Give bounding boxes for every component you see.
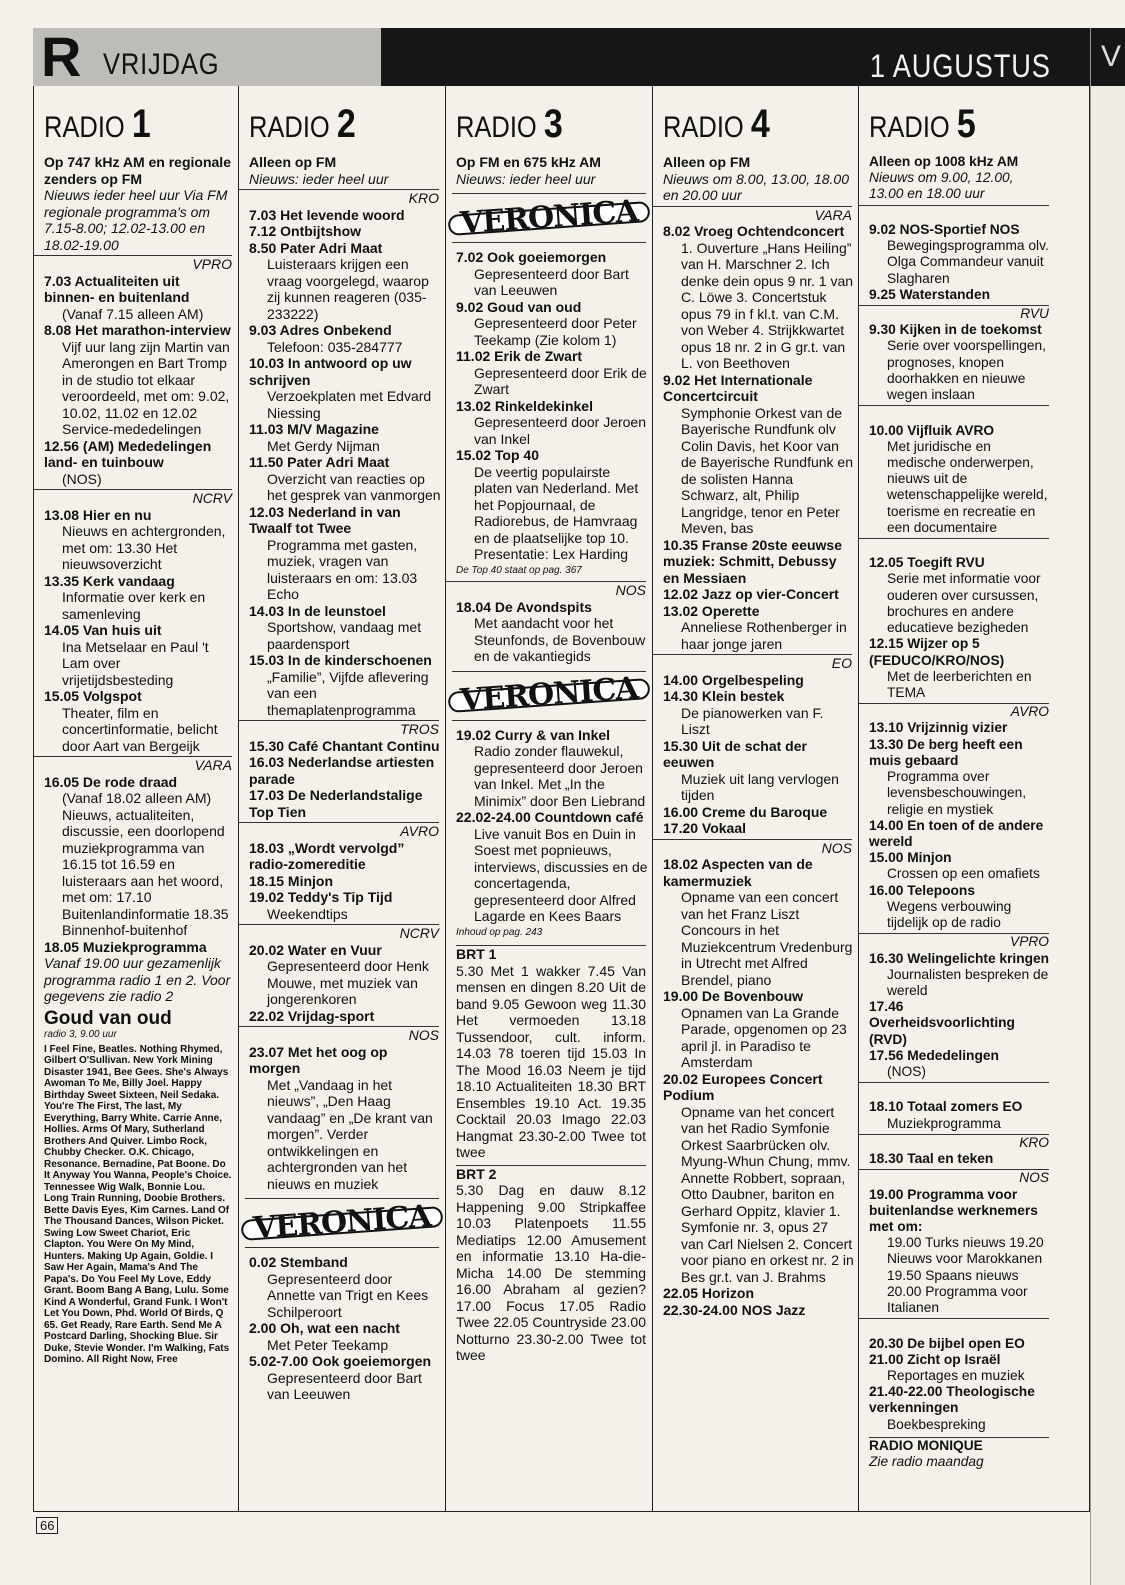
program-title: 0.02 Stemband bbox=[249, 1254, 348, 1270]
program-title: 16.03 Nederlandse artiesten parade bbox=[249, 754, 435, 787]
program-title: 18.05 Muziekprogramma bbox=[44, 938, 207, 955]
broadcaster-label: EO bbox=[653, 654, 852, 672]
program-description: De veertig populairste platen van Nederland. Met het Popjournaal, de Radiorebus, de Hamvraag en de plaatselijke top 10. Presentatie: Lex Harding bbox=[474, 463, 639, 562]
program-title: 12.03 Nederland in van Twaalf tot Twee bbox=[249, 503, 401, 536]
header-right-band bbox=[381, 28, 1103, 86]
program-description: Symphonie Orkest van de Bayerische Rundfunk olv Colin Davis, het Koor van de Bayerische Rundfunk en de solisten Hanna Schwarz, alt, Philip Langridge, tenor en Peter Meven, bas bbox=[681, 404, 853, 536]
program-description: Gepresenteerd door Bart van Leeuwen bbox=[474, 265, 629, 298]
station-number: 4 bbox=[750, 102, 770, 146]
program-description: Informatie over kerk en samenleving bbox=[62, 589, 206, 622]
program-item bbox=[249, 942, 441, 1008]
broadcaster-label bbox=[859, 1318, 1049, 1335]
combined-program-note: Vanaf 19.00 uur gezamenlijk programma radio 1 en 2. Voor gegevens zie radio 2 bbox=[44, 955, 231, 1004]
program-title: 16.00 Telepoons bbox=[869, 882, 975, 898]
station-title bbox=[44, 102, 209, 146]
radio3-column bbox=[446, 88, 652, 1364]
program-item bbox=[663, 988, 854, 1071]
station-label: RADIO bbox=[249, 111, 330, 144]
program-item bbox=[663, 804, 854, 821]
program-title: 14.00 En toen of de andere wereld bbox=[869, 817, 1044, 849]
goud-van-oud-playlist: I Feel Fine, Beatles. Nothing Rhymed, Gilbert O'Sullivan. New York Mining Disaster 1941, Bee Gees. She's Always Awoman To Me, Billy Joel. Happy Birthday Sweet Sixteen, Neil Sedaka. You're The First, The last, My Everything, Barry White. Carrie Anne, Hollies. Arms Of Mary, Sutherland Brothers And Quiver. Limbo Rock, Chubby Checker. O.K. Chicago, Resonance. Bernadine, Pat Boone. Do It Anyway You Wanna, People's Choice. Tennessee Wig Walk, Bonnie Lou. Long Train Running, Doobie Brothers. Bette Davis Eyes, Kim Carnes. Land Of The Thousand Dances, Wilson Picket. Swing Low Sweet Chariot, Eric Clapton. You Were On My Mind, Hunters. Making Up Again, Goldie. I Saw Her Again, Mama's And The Papa's. Do You Feel My Love, Eddy Grant. Boom Bang A Bang, Lulu. Some Kind A Wonderful, Grand Funk. I Won't Let You Down, Phd. World Of Birds, Q 65. Get Ready, Rare Earth. Send Me A Postcard Darling, Shocking Blue. Sir Duke, Stevie Wonder. I'm Walking, Fats Domino. All Right Now, Free bbox=[44, 1043, 232, 1365]
program-item bbox=[44, 774, 234, 939]
program-description: Met aandacht voor het Steunfonds, de Bovenbouw en de vakantiegids bbox=[474, 615, 646, 664]
program-description: Ina Metselaar en Paul 't Lam over vrijetijdsbesteding bbox=[62, 638, 209, 688]
brt2-schedule: 5.30 Dag en dauw 8.12 Happening 9.00 Stripkaffee 10.03 Platenpoets 11.55 Mediatips 12.00 Amusement en informatie 13.10 Ha-die-Micha 14.00 De stemming 16.00 Abraham al gezien? 17.00 Focus 17.05 Radio Twee 22.05 Countryside 23.00 Notturno 23.30-2.00 Twee tot twee bbox=[456, 1182, 646, 1363]
program-title: 14.03 In de leunstoel bbox=[249, 602, 386, 619]
program-item bbox=[869, 1099, 1051, 1131]
radio-logo: R bbox=[41, 25, 82, 88]
program-title: 13.02 Rinkeldekinkel bbox=[456, 397, 593, 414]
program-title: 9.30 Kijken in de toekomst bbox=[869, 322, 1042, 338]
program-item bbox=[663, 688, 854, 738]
station-reception: Op 747 kHz AM en regionale zenders op FM bbox=[44, 154, 231, 187]
program-title: 18.03 „Wordt vervolgd” radio-zomereditie bbox=[249, 839, 405, 872]
station-news-times: Nieuws: ieder heel uur bbox=[249, 170, 389, 187]
program-item bbox=[44, 622, 234, 688]
program-description: Vijf uur lang zijn Martin van Amerongen en Bart Tromp in de studio tot elkaar veroordeeld, met om: 9.02, 10.02, 11.02 en 12.02 Service-mededelingen bbox=[62, 338, 230, 437]
broadcaster-label bbox=[859, 405, 1049, 422]
station-reception: Alleen op FM bbox=[663, 154, 751, 170]
broadcaster-label: VARA bbox=[34, 756, 232, 774]
edge-letter: V bbox=[1091, 28, 1125, 86]
station-label: RADIO bbox=[869, 111, 950, 144]
program-item bbox=[249, 1320, 441, 1353]
program-title: 17.03 De Nederlandstalige Top Tien bbox=[249, 787, 423, 820]
program-item bbox=[249, 421, 441, 454]
broadcaster-label bbox=[859, 205, 1049, 222]
program-description: Bewegingsprogramma olv. Olga Commandeur vanuit Slagharen bbox=[887, 238, 1049, 286]
veronica-logo bbox=[452, 193, 646, 243]
program-title: 17.20 Vokaal bbox=[663, 820, 747, 836]
program-description: Overzicht van reacties op het gesprek van vanmorgen bbox=[267, 470, 441, 503]
program-description: Wegens verbouwing tijdelijk op de radio bbox=[887, 898, 1012, 931]
program-item bbox=[456, 299, 648, 349]
program-title: 9.25 Waterstanden bbox=[869, 286, 990, 302]
program-item bbox=[249, 223, 441, 240]
program-item bbox=[456, 727, 648, 810]
header-day: VRIJDAG bbox=[103, 48, 220, 81]
program-item bbox=[869, 1187, 1051, 1317]
program-title: 16.05 De rode draad bbox=[44, 773, 178, 790]
program-item bbox=[249, 754, 441, 787]
program-item bbox=[456, 348, 648, 398]
program-item bbox=[249, 840, 441, 873]
program-title: 9.02 Het Internationale Concertcircuit bbox=[663, 371, 813, 404]
broadcaster-label: VPRO bbox=[34, 255, 232, 273]
program-title: 14.00 Orgelbespeling bbox=[663, 671, 804, 688]
program-item bbox=[44, 438, 234, 488]
program-item bbox=[869, 720, 1051, 736]
program-description: „Familie”, Vijfde aflevering van een themaplatenprogramma bbox=[267, 668, 429, 718]
program-description: Muziekprogramma bbox=[887, 1115, 1001, 1131]
program-title: 22.30-24.00 NOS Jazz bbox=[663, 1301, 806, 1318]
broadcaster-label: KRO bbox=[239, 189, 439, 207]
program-item bbox=[249, 652, 441, 718]
program-description: Gepresenteerd door Erik de Zwart bbox=[474, 364, 647, 397]
program-title: 9.02 Goud van oud bbox=[456, 298, 582, 315]
station-news-times: Nieuws ieder heel uur Via FM regionale programma's om 7.15-8.00; 12.02-13.00 en 18.02-19.00 bbox=[44, 187, 228, 253]
program-description: Live vanuit Bos en Duin in Soest met popnieuws, interviews, discussies en de concertagenda, gepresenteerd door Alfred Lagarde en Kees Baars bbox=[474, 825, 648, 924]
program-item bbox=[663, 223, 854, 372]
program-item bbox=[869, 850, 1051, 882]
broadcaster-label: AVRO bbox=[859, 703, 1049, 720]
program-title: 19.00 Programma voor buitenlandse werknemers met om: bbox=[869, 1186, 1038, 1234]
program-item bbox=[663, 1302, 854, 1319]
program-item bbox=[869, 636, 1051, 701]
program-item bbox=[663, 1285, 854, 1302]
veronica-logo-text: VERONICA bbox=[448, 201, 651, 236]
broadcaster-label: KRO bbox=[859, 1134, 1049, 1151]
program-item bbox=[663, 856, 854, 988]
broadcaster-label: NCRV bbox=[239, 924, 439, 942]
program-item bbox=[869, 883, 1051, 932]
veronica-logo bbox=[245, 1198, 439, 1248]
program-item bbox=[44, 273, 234, 323]
station-news-times: Nieuws: ieder heel uur bbox=[456, 170, 596, 187]
program-description: De pianowerken van F. Liszt bbox=[681, 704, 824, 737]
program-item bbox=[249, 322, 441, 355]
program-title: 19.02 Teddy's Tip Tijd bbox=[249, 889, 393, 905]
station-number: 5 bbox=[956, 102, 976, 146]
station-reception: Op FM en 675 kHz AM bbox=[456, 154, 601, 170]
program-item bbox=[249, 355, 441, 421]
program-item bbox=[249, 873, 441, 890]
program-item bbox=[869, 951, 1051, 1000]
program-description: Gepresenteerd door Annette van Trigt en Kees Schilperoort bbox=[267, 1270, 429, 1320]
program-description: Serie met informatie voor ouderen over cursussen, brochures en andere educatieve bezigheden bbox=[887, 571, 1041, 636]
program-title: 11.02 Erik de Zwart bbox=[456, 348, 583, 364]
program-title: 12.56 (AM) Mededelingen land- en tuinbouw bbox=[44, 437, 212, 470]
program-title: 8.02 Vroeg Ochtendconcert bbox=[663, 223, 845, 239]
program-title: 17.46 Overheidsvoorlichting (RVD) bbox=[869, 999, 1015, 1047]
program-description: Met juridische en medische onderwerpen, nieuws uit de wetenschappelijke wereld, toerisme en recreatie en een documentaire bbox=[887, 438, 1048, 535]
program-item bbox=[663, 372, 854, 537]
station-label: RADIO bbox=[44, 111, 125, 144]
radio-monique-note: Zie radio maandag bbox=[869, 1454, 984, 1470]
program-item bbox=[249, 504, 441, 603]
program-item bbox=[869, 1352, 1051, 1384]
broadcaster-label: AVRO bbox=[239, 822, 439, 840]
program-description: Met de leerberichten en TEMA bbox=[887, 668, 1032, 700]
page-number: 66 bbox=[36, 1517, 58, 1534]
program-item bbox=[44, 688, 234, 754]
program-title: 11.03 M/V Magazine bbox=[249, 421, 379, 437]
header-left-band bbox=[33, 25, 381, 88]
program-item bbox=[44, 573, 234, 623]
program-title: 10.03 In antwoord op uw schrijven bbox=[249, 355, 412, 388]
program-description: Boekbespreking bbox=[887, 1416, 986, 1432]
broadcaster-label: RVU bbox=[859, 305, 1049, 322]
goud-van-oud-time: radio 3, 9.00 uur bbox=[44, 1029, 117, 1040]
broadcaster-label: NOS bbox=[239, 1026, 439, 1044]
program-description: Programma over levensbeschouwingen, religie en mystiek bbox=[887, 769, 1027, 817]
program-title: 13.30 De berg heeft een muis gebaard bbox=[869, 736, 1023, 768]
program-item bbox=[663, 586, 854, 603]
program-title: 22.02-24.00 Countdown café bbox=[456, 809, 644, 825]
program-title: 7.03 Het levende woord bbox=[249, 206, 405, 223]
program-title: 16.30 Welingelichte kringen bbox=[869, 950, 1050, 966]
brt1-heading: BRT 1 bbox=[456, 945, 646, 963]
program-item bbox=[663, 738, 854, 804]
program-title: 7.03 Actualiteiten uit binnen- en buitenland bbox=[44, 272, 190, 305]
program-description: Gepresenteerd door Peter Teekamp (Zie kolom 1) bbox=[474, 315, 637, 348]
station-title bbox=[663, 102, 829, 146]
station-label: RADIO bbox=[456, 111, 537, 144]
program-title: 18.04 De Avondspits bbox=[456, 598, 592, 615]
program-title: 15.02 Top 40 bbox=[456, 447, 540, 463]
program-item bbox=[663, 603, 854, 653]
program-item bbox=[249, 1353, 441, 1403]
program-description: Anneliese Rothenberger in haar jonge jaren bbox=[681, 619, 847, 652]
program-title: 12.15 Wijzer op 5 (FEDUCO/KRO/NOS) bbox=[869, 636, 1005, 668]
program-item bbox=[869, 222, 1051, 287]
program-description: Gepresenteerd door Bart van Leeuwen bbox=[267, 1369, 422, 1402]
station-number: 2 bbox=[336, 102, 356, 146]
program-title: 15.30 Café Chantant Continu bbox=[249, 737, 440, 754]
program-item bbox=[456, 249, 648, 299]
radio2-column bbox=[239, 88, 445, 1403]
program-item bbox=[869, 818, 1051, 850]
program-item bbox=[869, 1384, 1051, 1433]
program-item bbox=[663, 537, 854, 587]
broadcaster-label: NOS bbox=[859, 1169, 1049, 1186]
program-title: 7.12 Ontbijtshow bbox=[249, 223, 362, 239]
radio-monique-title: RADIO MONIQUE bbox=[869, 1437, 1049, 1454]
program-title: 18.15 Minjon bbox=[249, 872, 334, 889]
program-title: 13.35 Kerk vandaag bbox=[44, 572, 175, 589]
program-description: Radio zonder flauwekul, gepresenteerd door Jeroen van Inkel. Met „In the Minimix” door Ben Liebrand bbox=[474, 743, 646, 809]
program-item bbox=[249, 1254, 441, 1320]
goud-van-oud-title: Goud van oud bbox=[44, 1007, 172, 1029]
program-description: Reportages en muziek bbox=[887, 1367, 1025, 1383]
program-description: Opname van het concert van het Radio Symfonie Orkest Saarbrücken olv. Myung-Whun Chung, mmv. Annette Robbert, sopraan, Otto Daubner, bariton en Gerhard Oppitz, klavier 1. Symfonie nr. 3, opus 27 van Carl Nielsen 2. Concert voor piano en orkest nr. 2 in Bes gr.t. van J. Brahms bbox=[681, 1103, 854, 1285]
program-item bbox=[869, 737, 1051, 818]
program-title: 15.05 Volgspot bbox=[44, 688, 142, 704]
program-title: 10.00 Vijfluik AVRO bbox=[869, 422, 995, 438]
radio5-column bbox=[859, 88, 1055, 1470]
program-title: 9.03 Adres Onbekend bbox=[249, 322, 392, 338]
broadcaster-label: NOS bbox=[653, 839, 852, 857]
program-title: 14.05 Van huis uit bbox=[44, 622, 162, 638]
station-title bbox=[869, 102, 1027, 146]
program-description: Theater, film en concertinformatie, belicht door Aart van Bergeijk bbox=[62, 704, 218, 754]
program-description: (Vanaf 7.15 alleen AM) bbox=[62, 305, 204, 322]
program-item bbox=[249, 1044, 441, 1193]
program-title: 15.30 Uit de schat der eeuwen bbox=[663, 737, 807, 770]
program-description: (NOS) bbox=[887, 1064, 926, 1080]
program-description: Gepresenteerd door Jeroen van Inkel bbox=[474, 414, 646, 447]
program-title: 16.00 Creme du Baroque bbox=[663, 803, 828, 820]
program-description: Opname van een concert van het Franz Liszt Concours in het Muziekcentrum Vredenburg in Utrecht met Alfred Brendel, piano bbox=[681, 889, 853, 988]
program-item bbox=[249, 454, 441, 504]
program-title: 2.00 Oh, wat een nacht bbox=[249, 1320, 400, 1336]
broadcaster-label: NCRV bbox=[34, 489, 232, 507]
station-number: 1 bbox=[131, 102, 151, 146]
header-date: 1 AUGUSTUS bbox=[870, 48, 1051, 84]
radio4-column bbox=[653, 88, 858, 1318]
program-description: Muziek uit lang vervlogen tijden bbox=[681, 770, 839, 803]
program-description: 1. Ouverture „Hans Heiling” van H. Marschner 2. Ich denke dein opus 9 nr. 1 van C. Löwe 3. Concertstuk opus 79 in f kl.t. van C.M. von Weber 4. Strijkkwartet opus 18 nr. 2 in G gr.t. van L. von Beethoven bbox=[681, 239, 854, 371]
program-item bbox=[456, 599, 648, 665]
veronica-logo-text: VERONICA bbox=[448, 678, 651, 713]
program-title: 15.03 In de kinderschoenen bbox=[249, 652, 432, 668]
station-reception: Alleen op FM bbox=[249, 154, 337, 170]
station-title bbox=[249, 102, 416, 146]
program-item bbox=[869, 1336, 1051, 1352]
program-title: 18.30 Taal en teken bbox=[869, 1151, 994, 1167]
program-description: Serie over voorspellingen, prognoses, knopen doorhakken en nieuwe wegen inslaan bbox=[887, 338, 1046, 403]
program-title: 7.02 Ook goeiemorgen bbox=[456, 249, 607, 265]
program-item bbox=[44, 507, 234, 573]
page-reference: De Top 40 staat op pag. 367 bbox=[456, 564, 582, 576]
program-description: Programma met gasten, muziek, vragen van luisteraars en om: 13.03 Echo bbox=[267, 536, 418, 602]
program-title: 18.10 Totaal zomers EO bbox=[869, 1099, 1023, 1115]
program-item bbox=[456, 398, 648, 448]
program-description: Telefoon: 035-284777 bbox=[267, 338, 403, 355]
program-description: (NOS) bbox=[62, 470, 102, 487]
program-item bbox=[869, 1151, 1051, 1167]
program-title: 8.50 Pater Adri Maat bbox=[249, 239, 383, 256]
program-title: 13.10 Vrijzinnig vizier bbox=[869, 720, 1008, 736]
program-title: 20.30 De bijbel open EO bbox=[869, 1335, 1025, 1351]
program-item bbox=[663, 672, 854, 689]
program-title: 13.08 Hier en nu bbox=[44, 506, 152, 523]
program-description: Journalisten bespreken de wereld bbox=[887, 966, 1049, 998]
program-title: 8.08 Het marathon-interview bbox=[44, 322, 231, 338]
program-item bbox=[44, 322, 234, 438]
program-title: 14.30 Klein bestek bbox=[663, 688, 785, 704]
program-description: 19.00 Turks nieuws 19.20 Nieuws voor Marokkanen 19.50 Spaans nieuws 20.00 Programma voor Italianen bbox=[887, 1235, 1044, 1316]
program-title: 18.02 Aspecten van de kamermuziek bbox=[663, 856, 813, 889]
broadcaster-label: VPRO bbox=[859, 933, 1049, 950]
station-reception: Alleen op 1008 kHz AM bbox=[869, 154, 1019, 169]
program-item bbox=[456, 447, 648, 563]
broadcaster-label: NOS bbox=[446, 581, 646, 599]
program-item bbox=[869, 999, 1051, 1048]
program-description: Met Gerdy Nijman bbox=[267, 437, 380, 454]
program-title: 19.00 De Bovenbouw bbox=[663, 988, 804, 1004]
program-item bbox=[249, 1008, 441, 1025]
program-title: 21.00 Zicht op Israël bbox=[869, 1351, 1001, 1367]
program-item bbox=[869, 322, 1051, 403]
program-description: Met „Vandaag in het nieuws”, „Den Haag vandaag” en „De krant van morgen”. Verder ontwikkelingen en achtergronden van het nieuws en muziek bbox=[267, 1076, 433, 1192]
program-description: (Vanaf 18.02 alleen AM) Nieuws, actualiteiten, discussie, een doorlopend muziekprogramma van 16.15 tot 16.59 en luisteraars aan het woord, met om: 17.10 Buitenlandinformatie 18.35 Binnenhof-buitenhof bbox=[62, 790, 229, 938]
program-item bbox=[663, 820, 854, 837]
veronica-logo bbox=[452, 671, 646, 721]
station-news-times: Nieuws om 9.00, 12.00, 13.00 en 18.00 uur bbox=[869, 170, 1014, 202]
broadcaster-label bbox=[859, 1082, 1049, 1099]
broadcaster-label: TROS bbox=[239, 720, 439, 738]
brt1-schedule: 5.30 Met 1 wakker 7.45 Van mensen en dingen 8.20 Uit de band 9.05 Gewoon weg 11.30 Het vermoeden 13.18 Tussendoor, cult. inform. 14.03 78 toeren tijd 15.03 In The Mood 16.03 Neem je tijd 18.10 Actualiteiten 18.30 BRT Ensembles 19.10 Act. 19.35 Cocktail 20.03 Imago 22.03 Hangmat 23.30-2.00 Twee tot twee bbox=[456, 962, 646, 1160]
program-description: Met Peter Teekamp bbox=[267, 1336, 389, 1353]
program-item bbox=[249, 240, 441, 323]
program-title: 20.02 Europees Concert Podium bbox=[663, 1070, 823, 1103]
program-title: 11.50 Pater Adri Maat bbox=[249, 454, 390, 470]
program-description: Weekendtips bbox=[267, 905, 348, 922]
program-description: Opnamen van La Grande Parade, opgenomen op 23 april jl. in Paradiso te Amsterdam bbox=[681, 1004, 847, 1070]
program-item bbox=[249, 207, 441, 224]
program-title: 12.05 Toegift RVU bbox=[869, 555, 985, 571]
brt2-heading: BRT 2 bbox=[456, 1165, 646, 1183]
program-item bbox=[869, 1048, 1051, 1080]
program-description: Crossen op een omafiets bbox=[887, 866, 1040, 882]
program-item bbox=[456, 809, 648, 925]
next-page-edge bbox=[1090, 28, 1125, 1585]
program-description: Sportshow, vandaag met paardensport bbox=[267, 619, 422, 652]
station-label: RADIO bbox=[663, 111, 744, 144]
program-title: 15.00 Minjon bbox=[869, 850, 952, 866]
program-title: 17.56 Mededelingen bbox=[869, 1047, 999, 1063]
program-description: Luisteraars krijgen een vraag voorgelegd, waarop zij kunnen reageren (035-233222) bbox=[267, 256, 429, 322]
program-title: 9.02 NOS-Sportief NOS bbox=[869, 221, 1020, 237]
program-item bbox=[44, 939, 234, 956]
program-item bbox=[663, 1071, 854, 1286]
program-item bbox=[249, 603, 441, 653]
program-description: Verzoekplaten met Edvard Niessing bbox=[267, 388, 432, 421]
program-description: Nieuws en achtergronden, met om: 13.30 Het nieuwsoverzicht bbox=[62, 523, 226, 572]
program-item bbox=[869, 555, 1051, 636]
program-title: 13.02 Operette bbox=[663, 602, 760, 619]
broadcaster-label bbox=[859, 538, 1049, 555]
program-item bbox=[869, 423, 1051, 537]
program-title: 22.02 Vrijdag-sport bbox=[249, 1007, 375, 1024]
station-title bbox=[456, 102, 623, 146]
program-title: 20.02 Water en Vuur bbox=[249, 941, 382, 958]
program-title: 10.35 Franse 20ste eeuwse muziek: Schmitt, Debussy en Messiaen bbox=[663, 536, 843, 586]
page-header bbox=[33, 25, 1103, 88]
program-item bbox=[249, 889, 441, 922]
program-title: 12.02 Jazz op vier-Concert bbox=[663, 586, 839, 602]
veronica-logo-text: VERONICA bbox=[241, 1206, 444, 1241]
program-item bbox=[249, 787, 441, 820]
program-title: 19.02 Curry & van Inkel bbox=[456, 726, 611, 743]
program-item bbox=[869, 287, 1051, 303]
program-title: 22.05 Horizon bbox=[663, 1285, 755, 1301]
station-number: 3 bbox=[543, 102, 563, 146]
page-reference: Inhoud op pag. 243 bbox=[456, 926, 543, 938]
broadcaster-label: VARA bbox=[653, 206, 852, 224]
station-news-times: Nieuws om 8.00, 13.00, 18.00 en 20.00 uur bbox=[663, 170, 850, 203]
radio1-column bbox=[34, 88, 238, 1366]
program-title: 21.40-22.00 Theologische verkenningen bbox=[869, 1384, 1035, 1416]
program-item bbox=[249, 738, 441, 755]
program-title: 23.07 Met het oog op morgen bbox=[249, 1043, 388, 1076]
program-title: 5.02-7.00 Ook goeiemorgen bbox=[249, 1353, 432, 1369]
program-description: Gepresenteerd door Henk Mouwe, met muziek van jongerenkoren bbox=[267, 958, 429, 1007]
